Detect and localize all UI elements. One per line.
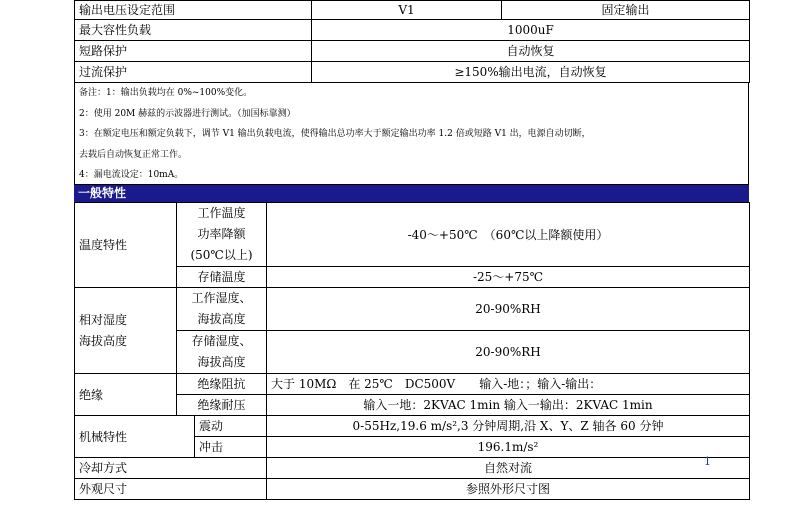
row-label: 外观尺寸 <box>75 479 267 500</box>
cell-value: 自然对流 <box>267 458 750 479</box>
text-line: 功率降额 <box>197 227 246 241</box>
table-row <box>75 267 750 288</box>
note-line: 3：在额定电压和额定负载下，调节 V1 输出负载电流，使得输出总功率大于额定输出功率 1.2 倍或短路 V1 出，电源自动切断， <box>74 124 749 145</box>
table-row <box>75 41 750 62</box>
sub-label: 绝缘耐压 <box>177 395 267 416</box>
notes-block <box>74 83 749 185</box>
cell-value: V1 <box>312 1 502 20</box>
table-row <box>75 203 750 267</box>
page-number: 1 <box>704 455 711 468</box>
row-label: 过流保护 <box>75 62 312 83</box>
row-label: 机械特性 <box>75 416 195 458</box>
note-line: 备注：1：输出负载均在 0%~100%变化。 <box>74 83 749 104</box>
text-line: 海拔高度 <box>79 333 128 348</box>
section-header: 一般特性 <box>74 185 749 202</box>
note-line: 2：使用 20M 赫兹的示波器进行测试。（加国标靠测） <box>74 104 749 124</box>
cell-value: 大于 10MΩ 在 25℃ DC500V 输入-地：；输入-输出： <box>267 374 750 395</box>
cell-value: ≥150%输出电流，自动恢复 <box>312 62 750 83</box>
table-row <box>75 458 750 479</box>
note-line: 去载后自动恢复正常工作。 <box>74 145 749 165</box>
sub-label <box>177 288 267 331</box>
text-line: 存储湿度、 <box>191 334 252 348</box>
sub-label <box>177 203 267 267</box>
cell-value: 20-90%RH <box>267 331 750 374</box>
row-label: 温度特性 <box>75 203 177 288</box>
row-label: 最大容性负载 <box>75 20 312 41</box>
table-row <box>75 331 750 374</box>
table-row <box>75 288 750 331</box>
sub-label <box>177 331 267 374</box>
cell-value: 1000uF <box>312 20 750 41</box>
text-line: 海拔高度 <box>197 312 246 326</box>
cell-value: 0-55Hz,19.6 m/s²,3 分钟周期,沿 X、Y、Z 轴各 60 分钟 <box>267 416 750 437</box>
cell-value: -25～+75℃ <box>267 267 750 288</box>
cell-value: 20-90%RH <box>267 288 750 331</box>
cell-value: 196.1m/s² <box>267 437 750 458</box>
table-row <box>75 395 750 416</box>
row-label: 短路保护 <box>75 41 312 62</box>
table-row <box>75 374 750 395</box>
text-line: 工作温度 <box>197 206 246 220</box>
sub-label: 冲击 <box>195 437 267 458</box>
table-row <box>75 62 750 83</box>
cell-value: 参照外形尺寸图 <box>267 479 750 500</box>
cell-value: 固定输出 <box>502 1 750 20</box>
row-label: 输出电压设定范围 <box>75 1 312 20</box>
sub-label: 绝缘阻抗 <box>177 374 267 395</box>
table-row <box>75 1 750 20</box>
note-line: 4：漏电流设定：10mA。 <box>74 165 749 185</box>
row-label: 冷却方式 <box>75 458 267 479</box>
output-spec-table <box>74 0 750 83</box>
row-label: 绝缘 <box>75 374 177 416</box>
cell-value: 输入一地：2KVAC 1min 输入一输出：2KVAC 1min <box>267 395 750 416</box>
text-line: 工作湿度、 <box>191 291 252 305</box>
row-label <box>75 288 177 374</box>
text-line: 海拔高度 <box>197 355 246 369</box>
table-row <box>75 20 750 41</box>
sub-label: 震动 <box>195 416 267 437</box>
spec-sheet <box>74 0 749 507</box>
cell-value: -40～+50℃ （60℃以上降额使用） <box>267 203 750 267</box>
table-row <box>75 416 750 437</box>
cell-value: 自动恢复 <box>312 41 750 62</box>
table-row <box>75 479 750 500</box>
sub-label: 存储温度 <box>177 267 267 288</box>
text-line: (50℃以上) <box>190 248 253 262</box>
general-spec-table <box>74 202 750 500</box>
text-line: 相对湿度 <box>79 312 128 327</box>
